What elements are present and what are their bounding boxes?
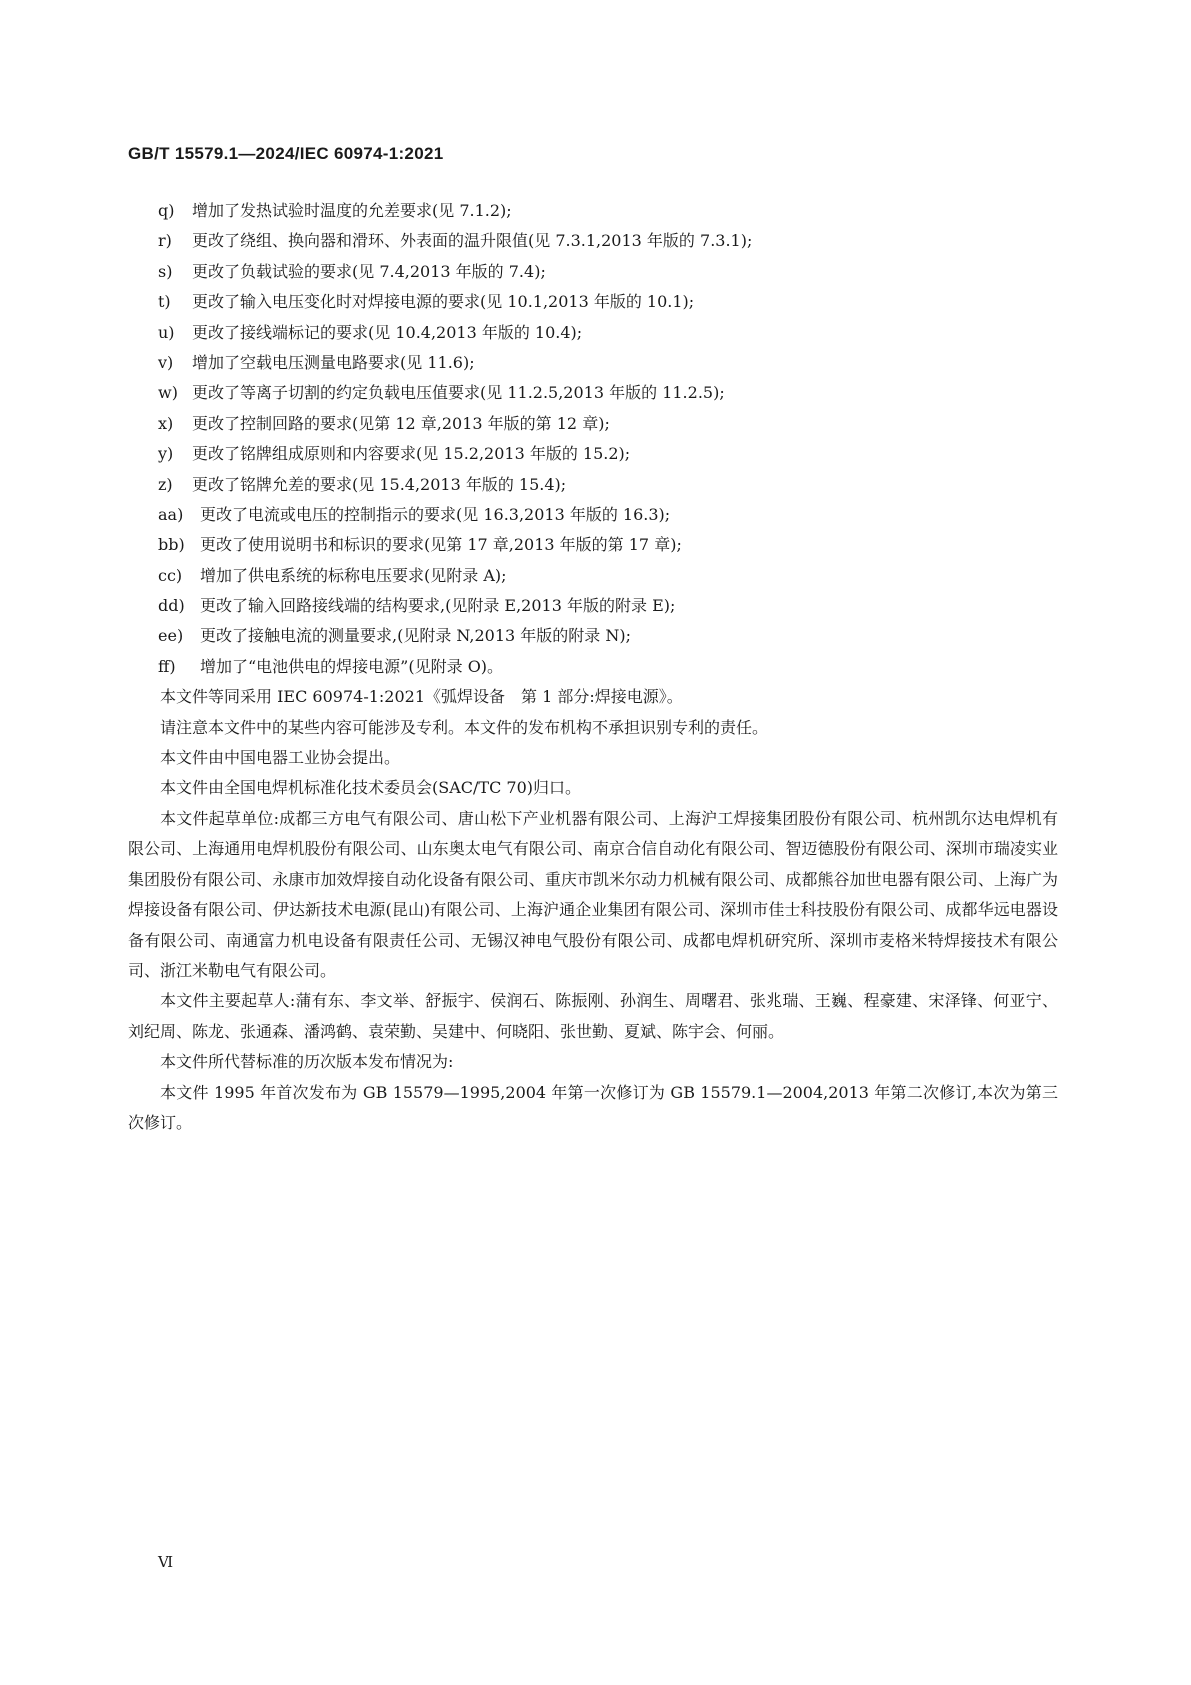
change-list-item — [128, 318, 1058, 348]
document-body — [128, 196, 1058, 1138]
list-marker: q) — [158, 201, 175, 220]
page-number: Ⅵ — [158, 1553, 174, 1571]
list-marker: x) — [158, 413, 174, 433]
list-text: 增加了空载电压测量电路要求(见 11.6); — [192, 352, 475, 372]
list-text: 更改了等离子切割的约定负载电压值要求(见 11.2.5,2013 年版的 11.2.5); — [192, 383, 725, 403]
history-intro: 本文件所代替标准的历次版本发布情况为: — [160, 1052, 454, 1072]
list-text: 更改了控制回路的要求(见第 12 章,2013 年版的第 12 章); — [192, 413, 610, 433]
list-text: 更改了接线端标记的要求(见 10.4,2013 年版的 10.4); — [192, 322, 583, 342]
list-marker: dd) — [158, 596, 185, 616]
change-list-item — [128, 257, 1058, 287]
list-marker: bb) — [158, 535, 185, 555]
history-paragraph: 本文件 1995 年首次发布为 GB 15579—1995,2004 年第一次修订为 GB 15579.1—2004,2013 年第二次修订,本次为第三次修订。 — [128, 1082, 1058, 1132]
proposed-by-statement: 本文件由中国电器工业协会提出。 — [160, 748, 401, 768]
list-text: 增加了“电池供电的焊接电源”(见附录 O)。 — [200, 656, 504, 676]
list-text: 增加了发热试验时温度的允差要求(见 7.1.2); — [192, 201, 512, 220]
list-text: 更改了电流或电压的控制指示的要求(见 16.3,2013 年版的 16.3); — [200, 504, 671, 524]
list-text: 更改了输入电压变化时对焊接电源的要求(见 10.1,2013 年版的 10.1); — [192, 292, 695, 312]
change-list-item — [128, 196, 1058, 226]
change-list-item — [128, 530, 1058, 560]
list-marker: v) — [158, 352, 174, 372]
list-text: 更改了铭牌允差的要求(见 15.4,2013 年版的 15.4); — [192, 474, 567, 494]
change-list-item — [128, 591, 1058, 621]
change-list-item — [128, 287, 1058, 317]
list-text: 更改了绕组、换向器和滑环、外表面的温升限值(见 7.3.1,2013 年版的 7.3.1); — [192, 231, 753, 251]
change-list-item — [128, 561, 1058, 591]
list-marker: w) — [158, 383, 178, 403]
change-list-item — [128, 439, 1058, 469]
change-list-item — [128, 652, 1058, 682]
list-marker: ee) — [158, 626, 184, 646]
standard-number-header: GB/T 15579.1—2024/IEC 60974-1:2021 — [128, 144, 444, 163]
list-marker: aa) — [158, 504, 184, 524]
equivalence-statement: 本文件等同采用 IEC 60974-1:2021《弧焊设备 第 1 部分:焊接电源》。 — [160, 687, 683, 707]
change-list-item — [128, 378, 1058, 408]
list-marker: u) — [158, 322, 175, 342]
change-list-item — [128, 621, 1058, 651]
list-text: 更改了铭牌组成原则和内容要求(见 15.2,2013 年版的 15.2); — [192, 444, 631, 464]
change-list-item — [128, 226, 1058, 256]
list-text: 增加了供电系统的标称电压要求(见附录 A); — [200, 565, 507, 585]
centralized-by-statement: 本文件由全国电焊机标准化技术委员会(SAC/TC 70)归口。 — [160, 778, 581, 798]
patent-notice: 请注意本文件中的某些内容可能涉及专利。本文件的发布机构不承担识别专利的责任。 — [160, 717, 769, 737]
list-marker: y) — [158, 444, 174, 464]
list-marker: cc) — [158, 565, 183, 585]
list-marker: ff) — [158, 656, 176, 676]
list-text: 更改了接触电流的测量要求,(见附录 N,2013 年版的附录 N); — [200, 626, 632, 646]
list-marker: t) — [158, 292, 171, 312]
list-text: 更改了负载试验的要求(见 7.4,2013 年版的 7.4); — [192, 261, 546, 281]
list-text: 更改了输入回路接线端的结构要求,(见附录 E,2013 年版的附录 E); — [200, 596, 676, 616]
change-list-item — [128, 409, 1058, 439]
list-marker: s) — [158, 261, 173, 281]
list-marker: r) — [158, 231, 172, 251]
list-text: 更改了使用说明书和标识的要求(见第 17 章,2013 年版的第 17 章); — [200, 535, 682, 555]
drafting-units-paragraph: 本文件起草单位:成都三方电气有限公司、唐山松下产业机器有限公司、上海沪工焊接集团股份有限公司、杭州凯尔达电焊机有限公司、上海通用电焊机股份有限公司、山东奥太电气有限公司、南京合信自动化有限公司、智迈德股份有限公司、深圳市瑞凌实业集团股份有限公司、永康市加效焊接自动化设备有限公司、重庆市凯米尔动力机械有限公司、成都熊谷加世电器有限公司、上海广为焊接设备有限公司、伊达新技术电源(昆山)有限公司、上海沪通企业集团有限公司、深圳市佳士科技股份有限公司、成都华远电器设备有限公司、南通富力机电设备有限责任公司、无锡汉神电气股份有限公司、成都电焊机研究所、深圳市麦格米特焊接技术有限公司、浙江米勒电气有限公司。 — [128, 808, 1058, 980]
list-marker: z) — [158, 474, 173, 494]
change-list-item — [128, 500, 1058, 530]
drafters-paragraph: 本文件主要起草人:蒲有东、李文举、舒振宇、侯润石、陈振刚、孙润生、周曙君、张兆瑞、王巍、程豪建、宋泽锋、何亚宁、刘纪周、陈龙、张通森、潘鸿鹤、袁荣勤、吴建中、何晓阳、张世勤、夏斌、陈宇会、何丽。 — [128, 991, 1058, 1041]
change-list-item — [128, 348, 1058, 378]
change-list-item — [128, 470, 1058, 500]
